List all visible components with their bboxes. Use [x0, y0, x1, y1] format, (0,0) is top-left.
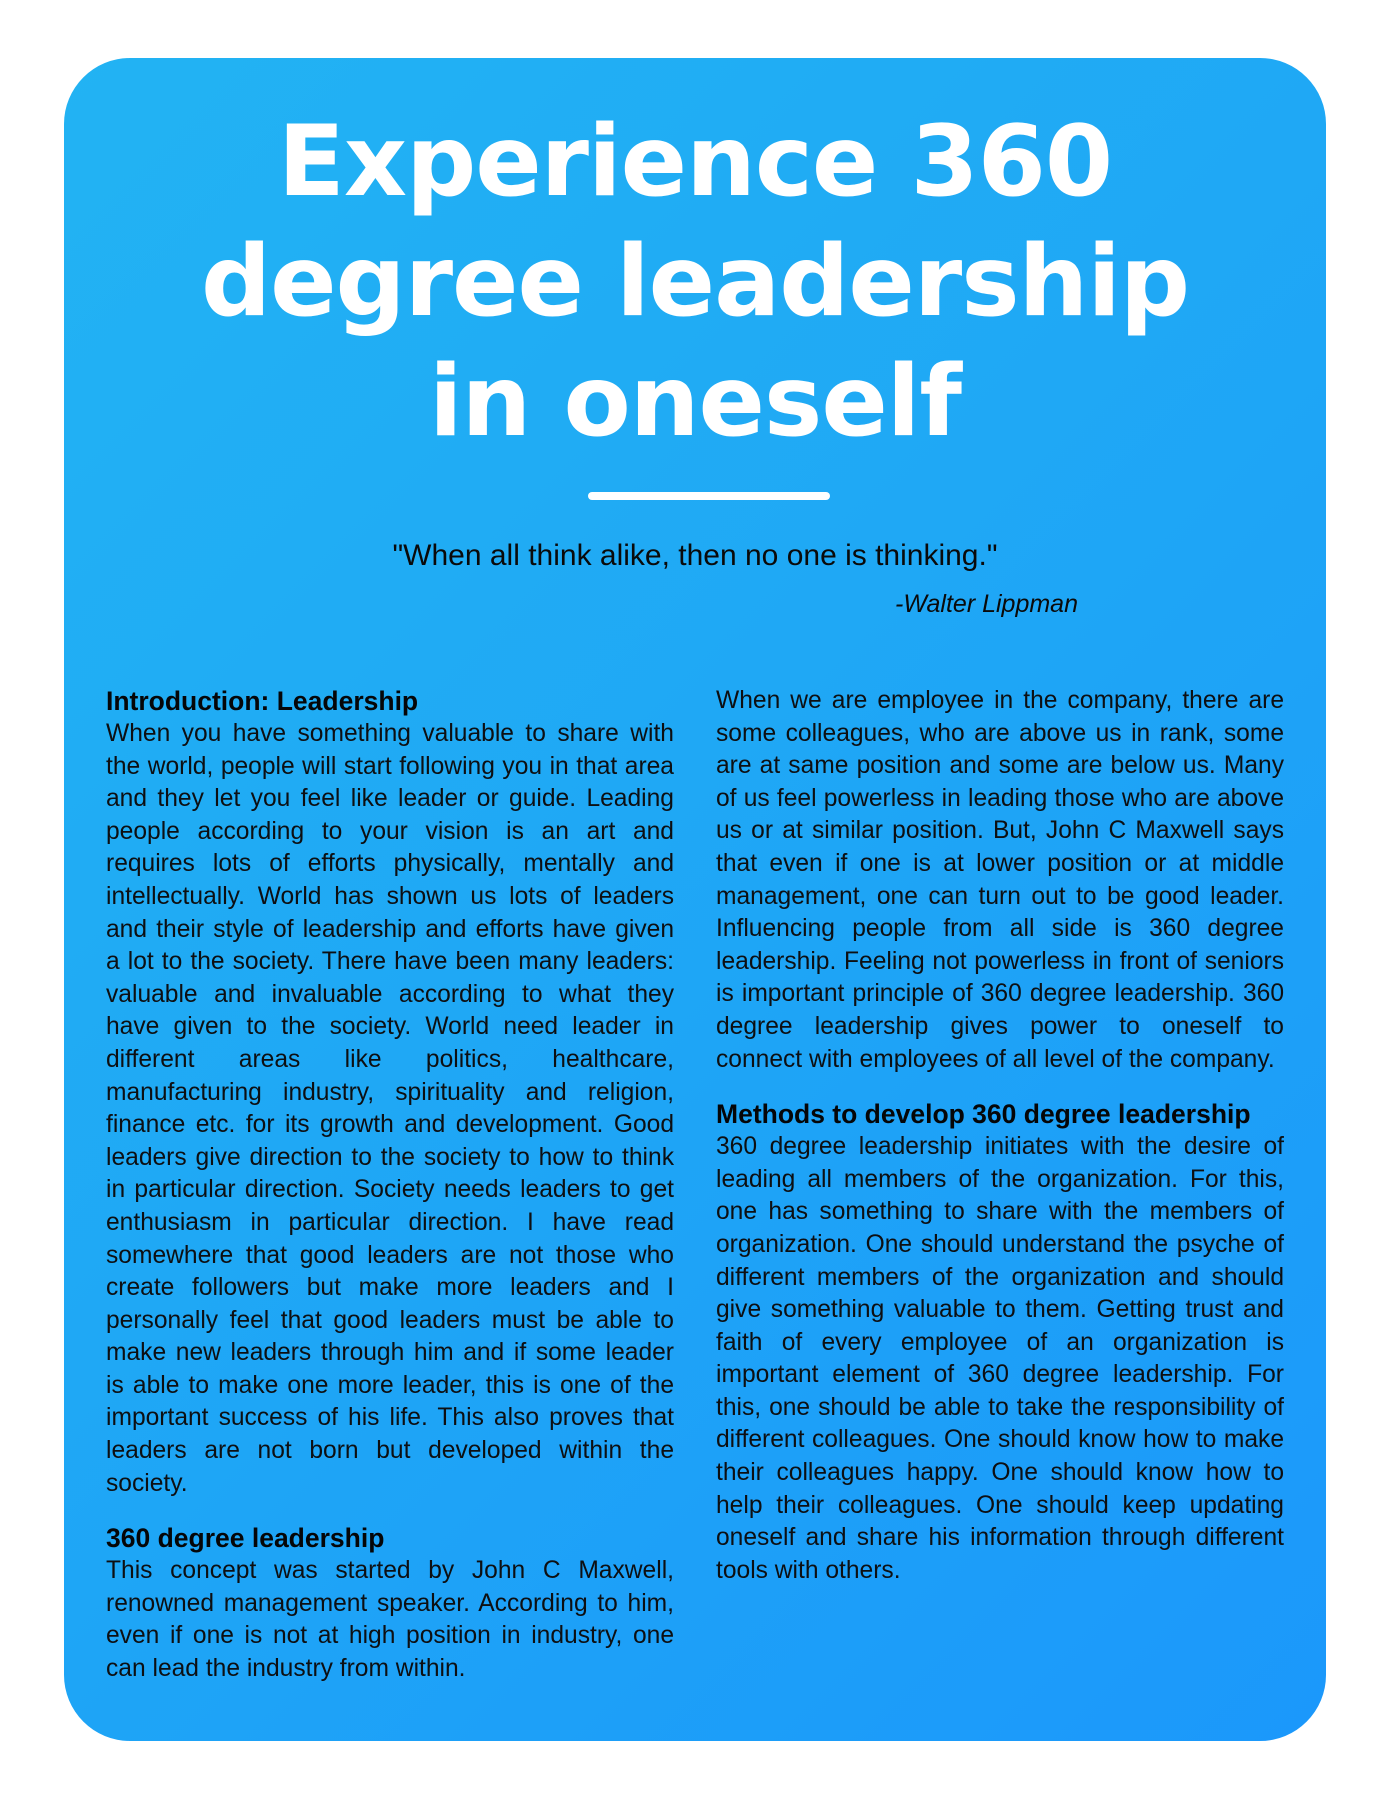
- section-spacer: [716, 1076, 1284, 1098]
- right-column: [716, 685, 1284, 1587]
- title-line-1: Experience 360: [277, 105, 1113, 219]
- title-line-3: in oneself: [428, 345, 962, 459]
- section-paragraph-360: This concept was started by John C Maxwell, renowned management speaker. According to him, even if one is not at high position in industry, one can lead the industry from within.: [106, 1557, 674, 1683]
- section-heading-360: 360 degree leadership: [106, 1523, 385, 1554]
- title-line-2: degree leadership: [200, 225, 1190, 339]
- section-spacer: [106, 1500, 674, 1522]
- article-card: [64, 58, 1326, 1741]
- intro-heading: Introduction: Leadership: [106, 686, 419, 716]
- title-divider: [588, 492, 830, 500]
- quote-author: -Walter Lippman: [895, 590, 1078, 618]
- page-title: [64, 102, 1326, 462]
- left-column: [106, 685, 674, 1686]
- right-paragraph-1: When we are employee in the company, there are some colleagues, who are above us in rank, some are at same position and some are below us. Many of us feel powerless in leading those who are above us or at similar position. But, John C Maxwell says that even if one is at lower position or at middle management, one can turn out to be good leader. Influencing people from all side is 360 degree leadership. Feeling not powerless in front of seniors is important principle of 360 degree leadership. 360 degree leadership gives power to oneself to connect with employees of all level of the company.: [716, 687, 1284, 1073]
- quote-text: "When all think alike, then no one is thinking.": [392, 539, 998, 572]
- intro-paragraph: When you have something valuable to share with the world, people will start following you in that area and they let you feel like leader or guide. Leading people according to your vision is an art and requires lots of efforts physically, mentally and intellectually. World has shown us lots of leaders and their style of leadership and efforts have given a lot to the society. There have been many leaders: valuable and invaluable according to what they have given to the society. World need leader in different areas like politics, healthcare, manufacturing industry, spirituality and religion, finance etc. for its growth and development. Good leaders give direction to the society to how to think in particular direction. Society needs leaders to get enthusiasm in particular direction. I have read somewhere that good leaders are not those who create followers but make more leaders and I personally feel that good leaders must be able to make new leaders through him and if some leader is able to make one more leader, this is one of the important success of his life. This also proves that leaders are not born but developed within the society.: [106, 720, 674, 1497]
- methods-heading: Methods to develop 360 degree leadership: [716, 1099, 1251, 1130]
- methods-paragraph: 360 degree leadership initiates with the desire of leading all members of the organization. For this, one has something to share with the members of organization. One should understand the psyche of different members of the organization and should give something valuable to them. Getting trust and faith of every employee of an organization is important element of 360 degree leadership. For this, one should be able to take the responsibility of different colleagues. One should know how to make their colleagues happy. One should know how to help their colleagues. One should keep updating oneself and share his information through different tools with others.: [716, 1133, 1284, 1584]
